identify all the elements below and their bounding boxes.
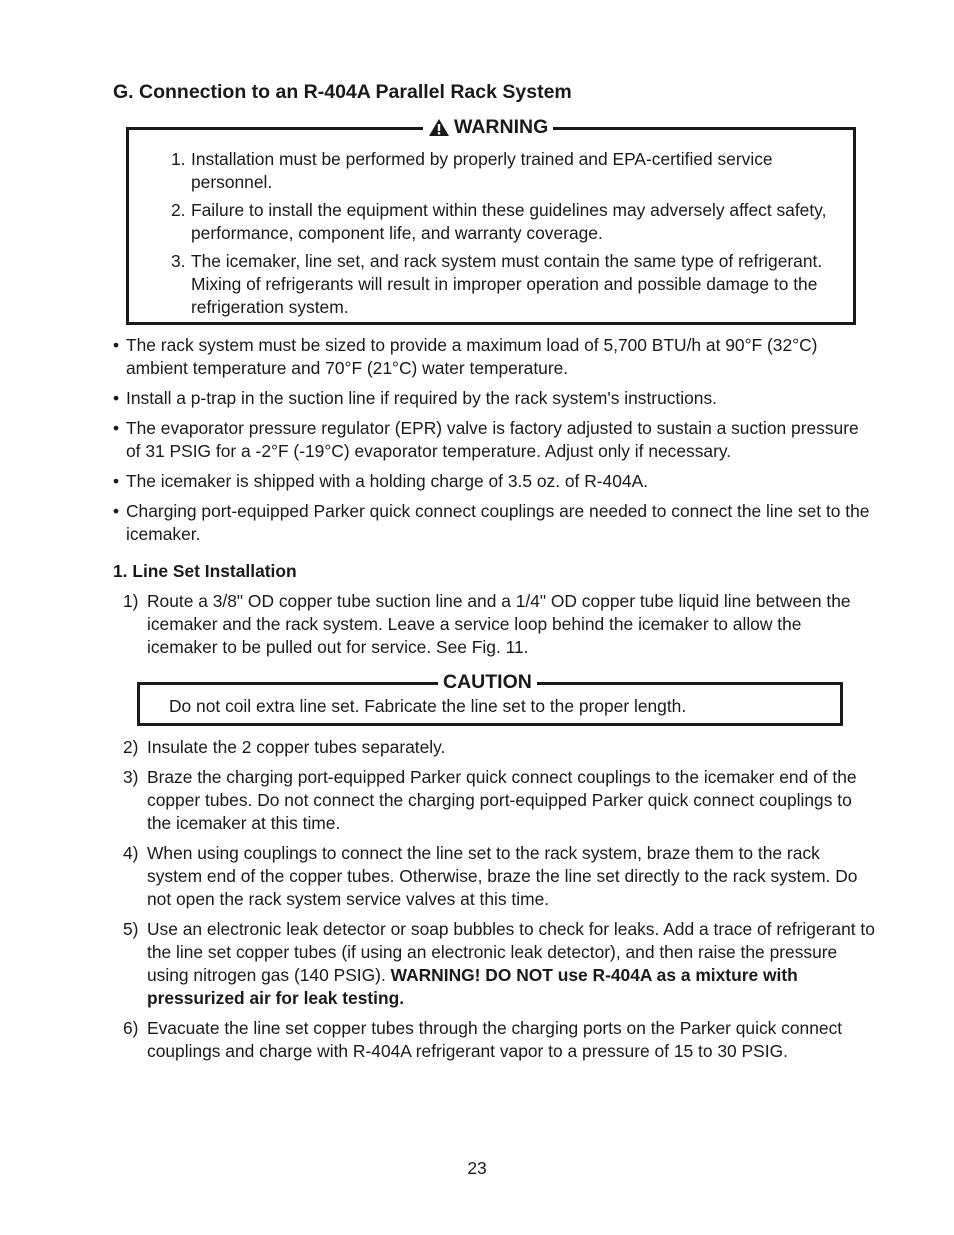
step-text: Evacuate the line set copper tubes through the charging ports on the Parker quick connect couplings and charge with R-404A refrigerant vapor to a pressure of 15 to 30 PSIG. xyxy=(147,1018,843,1061)
bullet-marker: • xyxy=(113,501,120,521)
list-item-text: Install a p-trap in the suction line if required by the rack system's instructions. xyxy=(126,388,718,408)
step-text: Insulate the 2 copper tubes separately. xyxy=(147,737,446,757)
warning-item-text: Installation must be performed by properly trained and EPA-certified service personnel. xyxy=(191,149,773,192)
bullet-marker: • xyxy=(113,335,120,355)
step-number: 6) xyxy=(123,1018,139,1038)
warning-list xyxy=(171,148,831,324)
list-item xyxy=(113,470,873,493)
step-item xyxy=(123,736,875,759)
step-number: 1) xyxy=(123,591,139,611)
requirements-list xyxy=(113,334,873,553)
warning-box xyxy=(126,116,856,325)
warning-heading xyxy=(423,114,553,140)
step-number: 5) xyxy=(123,919,139,939)
step-text: When using couplings to connect the line set to the rack system, braze them to the rack system end of the copper tubes. Otherwise, braze the line set directly to the rack system. Do not open the rack system service valves at this time. xyxy=(147,843,858,909)
caution-heading xyxy=(438,669,537,695)
warning-item xyxy=(171,148,831,194)
bullet-marker: • xyxy=(113,418,120,438)
step-text: Route a 3/8" OD copper tube suction line and a 1/4" OD copper tube liquid line between the icemaker and the rack system. Leave a service loop behind the icemaker to allow the icemaker to be pulled out for service. See Fig. 11. xyxy=(147,591,851,657)
warning-item-text: Failure to install the equipment within these guidelines may adversely affect safety, performance, component life, and warranty coverage. xyxy=(191,200,827,243)
step-bold-warning: WARNING! DO NOT use R-404A as a mixture with pressurized air for leak testing. xyxy=(147,965,798,1008)
warning-heading-text: WARNING xyxy=(454,116,549,138)
step-text: Braze the charging port-equipped Parker quick connect couplings to the icemaker end of the copper tubes. Do not connect the charging port-equipped Parker quick connect couplings to the icemaker at this time. xyxy=(147,767,857,833)
steps-list-first xyxy=(123,590,875,666)
warning-item-number: 1. xyxy=(171,149,186,169)
warning-item xyxy=(171,199,831,245)
warning-item-number: 3. xyxy=(171,251,186,271)
step-item xyxy=(123,766,875,835)
bullet-marker: • xyxy=(113,471,120,491)
section-title: G. Connection to an R-404A Parallel Rack System xyxy=(113,81,572,103)
list-item-text: The icemaker is shipped with a holding charge of 3.5 oz. of R-404A. xyxy=(126,471,649,491)
step-item xyxy=(123,590,875,659)
list-item-text: Charging port-equipped Parker quick connect couplings are needed to connect the line set to the icemaker. xyxy=(126,501,870,544)
step-item xyxy=(123,918,875,1010)
step-item xyxy=(123,842,875,911)
caution-box xyxy=(137,671,843,726)
step-number: 4) xyxy=(123,843,139,863)
list-item-text: The rack system must be sized to provide a maximum load of 5,700 BTU/h at 90°F (32°C) ambient temperature and 70°F (21°C) water temperature. xyxy=(126,335,818,378)
step-item xyxy=(123,1017,875,1063)
caution-text: Do not coil extra line set. Fabricate the line set to the proper length. xyxy=(169,696,687,716)
bullet-marker: • xyxy=(113,388,120,408)
list-item xyxy=(113,500,873,546)
warning-item-number: 2. xyxy=(171,200,186,220)
list-item xyxy=(113,334,873,380)
subsection-title: 1. Line Set Installation xyxy=(113,561,297,581)
list-item-text: The evaporator pressure regulator (EPR) valve is factory adjusted to sustain a suction pressure of 31 PSIG for a -2°F (-19°C) evaporator temperature. Adjust only if necessary. xyxy=(126,418,859,461)
page-number: 23 xyxy=(467,1158,487,1178)
warning-item-text: The icemaker, line set, and rack system must contain the same type of refrigerant. Mixing of refrigerants will result in improper operation and possible damage to the refrigeration system. xyxy=(191,251,823,317)
step-text: Use an electronic leak detector or soap bubbles to check for leaks. Add a trace of refrigerant to the line set copper tubes (if using an electronic leak detector), and then raise the pressure using nitrogen gas (140 PSIG). xyxy=(147,919,875,985)
steps-list-second xyxy=(123,736,875,1070)
step-number: 2) xyxy=(123,737,139,757)
warning-item xyxy=(171,250,831,319)
list-item xyxy=(113,417,873,463)
warning-triangle-icon xyxy=(428,118,450,137)
step-number: 3) xyxy=(123,767,139,787)
caution-heading-text: CAUTION xyxy=(443,671,532,693)
list-item xyxy=(113,387,873,410)
